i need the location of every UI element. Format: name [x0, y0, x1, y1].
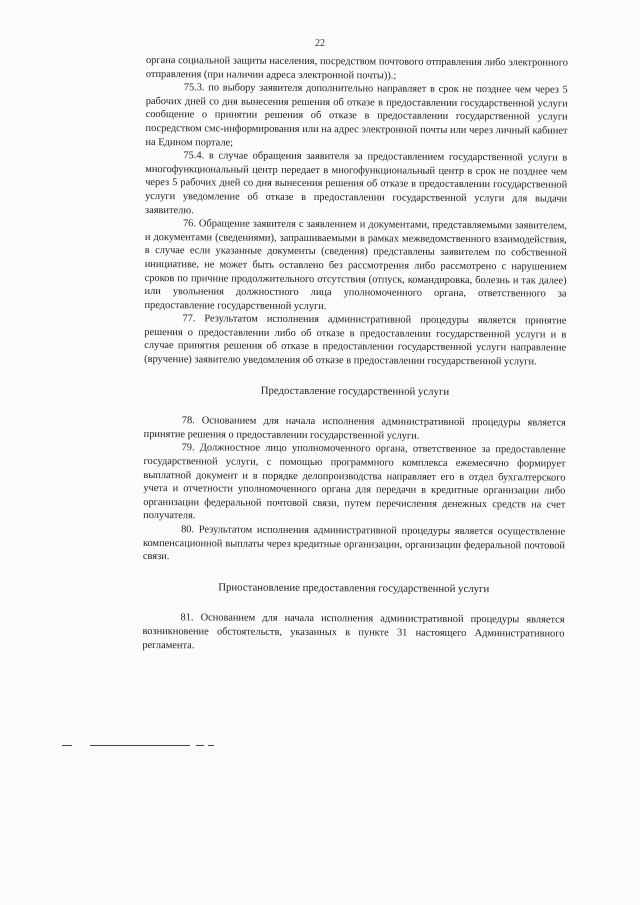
footnote-divider — [62, 743, 222, 749]
paragraph-79: 79. Должностное лицо уполномоченного органа, ответственное за предоставление государственной услуги, с помощью программного комплекса ежемесячно формирует выплатной документ и в порядке делопроизводства направляет его в отдел бухгалтерского учета и отчетности уполномоченного органа для передачи в кредитные организации либо организации федеральной почтовой связи, путем перечисления денежных средств на счет получателя. — [143, 442, 566, 522]
page-number: 22 — [315, 38, 325, 49]
paragraph-80: 80. Результатом исполнения административной процедуры является осуществление компенсационной выплаты через кредитные организации, организации федеральной почтовой связи. — [142, 524, 566, 563]
section-heading-provision: Предоставление государственной услуги — [260, 384, 450, 398]
paragraph-78: 78. Основанием для начала исполнения административной процедуры является принятие решения о предоставлении государственной услуги. — [143, 415, 566, 442]
paragraph-75-4: 75.4. в случае обращения заявителя за предоставлением государственной услуги в многофункциональный центр передает в многофункциональный центр в срок не позднее чем через 5 рабочих дней со дня вынесения решения об отказе в предоставлении государственной услуги уведомление об отказе в предоставлении государственной услуги для выдачи заявителю. — [145, 150, 568, 216]
paragraph-continuation: органа социальной защиты населения, посредством почтового отправления либо электронного отправления (при наличии адреса электронной почты)).; — [145, 54, 568, 82]
document-body — [142, 54, 568, 655]
paragraph-81: 81. Основанием для начала исполнения административной процедуры является возникновение обстоятельств, указанных в пункте 31 настоящего Административного регламента. — [142, 612, 565, 651]
paragraph-75-3: 75.3. по выбору заявителя дополнительно направляет в срок не позднее чем через 5 рабочих дней со дня вынесения решения об отказе в предоставлении государственной услуги сообщение о принятии решения об отказе в предоставлении государственной услуги посредством смс-информирования или на адрес электронной почты или через личный кабинет на Едином портале; — [145, 82, 568, 149]
paragraph-76: 76. Обращение заявителя с заявлением и документами, представляемыми заявителем, и документами (сведениями), запрашиваемыми в рамках межведомственного взаимодействия, в случае если указанные документы (сведения) представлены заявителем по собственной инициативе, не может быть оставлено без рассмотрения либо рассмотрено с нарушением сроков по причине продолжительного отсутствия (отпуск, командировка, болезнь и так далее) или увольнения должностного лица уполномоченного органа, ответственного за предоставление государственной услуги. — [144, 218, 567, 312]
section-heading-suspension: Приостановление предоставления государственной услуги — [218, 581, 490, 595]
paragraph-77: 77. Результатом исполнения административной процедуры является принятие решения о предоставлении либо об отказе в предоставлении государственной услуги и в случае принятия решения об отказе в предоставлении государственной услуги направление (вручение) заявителю уведомления об отказе в предоставлении государственной услуги. — [144, 313, 567, 368]
